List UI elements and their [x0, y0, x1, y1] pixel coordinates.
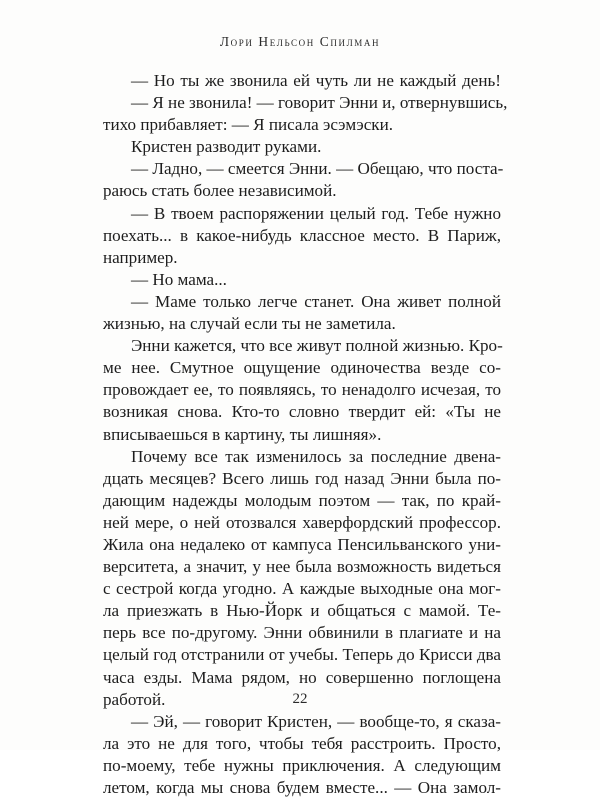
text-line: возникая снова. Кто-то словно твердит ей: «Ты не	[103, 402, 501, 422]
text-line: тихо прибавляет: — Я писала эсэмэски.	[103, 115, 394, 135]
text-line: дающим надежды молодым поэтом — так, по край-	[103, 490, 501, 510]
text-line: — Эй, — говорит Кристен, — вообще-то, я сказа-	[131, 711, 501, 731]
text-line: верситета, а значит, у нее была возможность видеться	[103, 557, 501, 577]
running-head-author: Лори Нельсон Спилман	[219, 34, 381, 49]
text-line: ла это не для того, чтобы тебя расстроить. Просто,	[103, 733, 501, 753]
text-line: по-моему, тебе нужны приключения. А следующим	[103, 755, 501, 775]
text-line: — Маме только легче станет. Она живет полной	[131, 291, 501, 311]
body-text	[103, 70, 508, 799]
text-line: например.	[103, 247, 178, 267]
text-line: — В твоем распоряжении целый год. Тебе нужно	[131, 203, 501, 223]
text-line: ней мере, о ней отозвался хаверфордский профессор.	[103, 512, 501, 532]
text-line: Почему все так изменилось за последние двена-	[131, 446, 501, 466]
text-line: летом, когда мы снова будем вместе... — Она замол-	[103, 778, 501, 797]
text-line: часа езды. Мама рядом, но совершенно поглощена	[103, 667, 501, 687]
text-line: ла приезжать в Нью-Йорк и общаться с мамой. Те-	[103, 601, 501, 621]
text-line: жизнью, на случай если ты не заметила.	[103, 314, 396, 334]
text-line: раюсь стать более независимой.	[103, 181, 337, 201]
text-line: работой.	[103, 689, 166, 709]
text-line: Жила она недалеко от кампуса Пенсильванского уни-	[103, 534, 501, 554]
text-line: провождает ее, то появляясь, то ненадолго исчезая, то	[103, 380, 501, 400]
text-line: — Я не звонила! — говорит Энни и, отвернувшись,	[131, 93, 508, 113]
text-line: ме нее. Смутное ощущение одиночества везде со-	[103, 358, 501, 378]
text-line: с сестрой когда угодно. А каждые выходные она мог-	[103, 579, 501, 599]
text-line: целый год отстранили от учебы. Теперь до Крисси два	[103, 645, 501, 665]
text-line: Кристен разводит руками.	[131, 137, 322, 157]
text-line: поехать... в какое-нибудь классное место. В Париж,	[103, 225, 501, 245]
text-line: перь все по-другому. Энни обвинили в плагиате и на	[103, 623, 501, 643]
text-line: — Ладно, — смеется Энни. — Обещаю, что поста-	[131, 159, 504, 179]
text-line: — Но ты же звонила ей чуть ли не каждый день!	[131, 71, 501, 90]
text-line: — Но мама...	[131, 269, 227, 289]
text-line: Энни кажется, что все живут полной жизнью. Кро-	[131, 336, 503, 356]
page-number: 22	[292, 691, 308, 707]
text-line: дцать месяцев? Всего лишь год назад Энни была по-	[103, 468, 501, 488]
text-line: вписываешься в картину, ты лишняя».	[103, 424, 382, 444]
